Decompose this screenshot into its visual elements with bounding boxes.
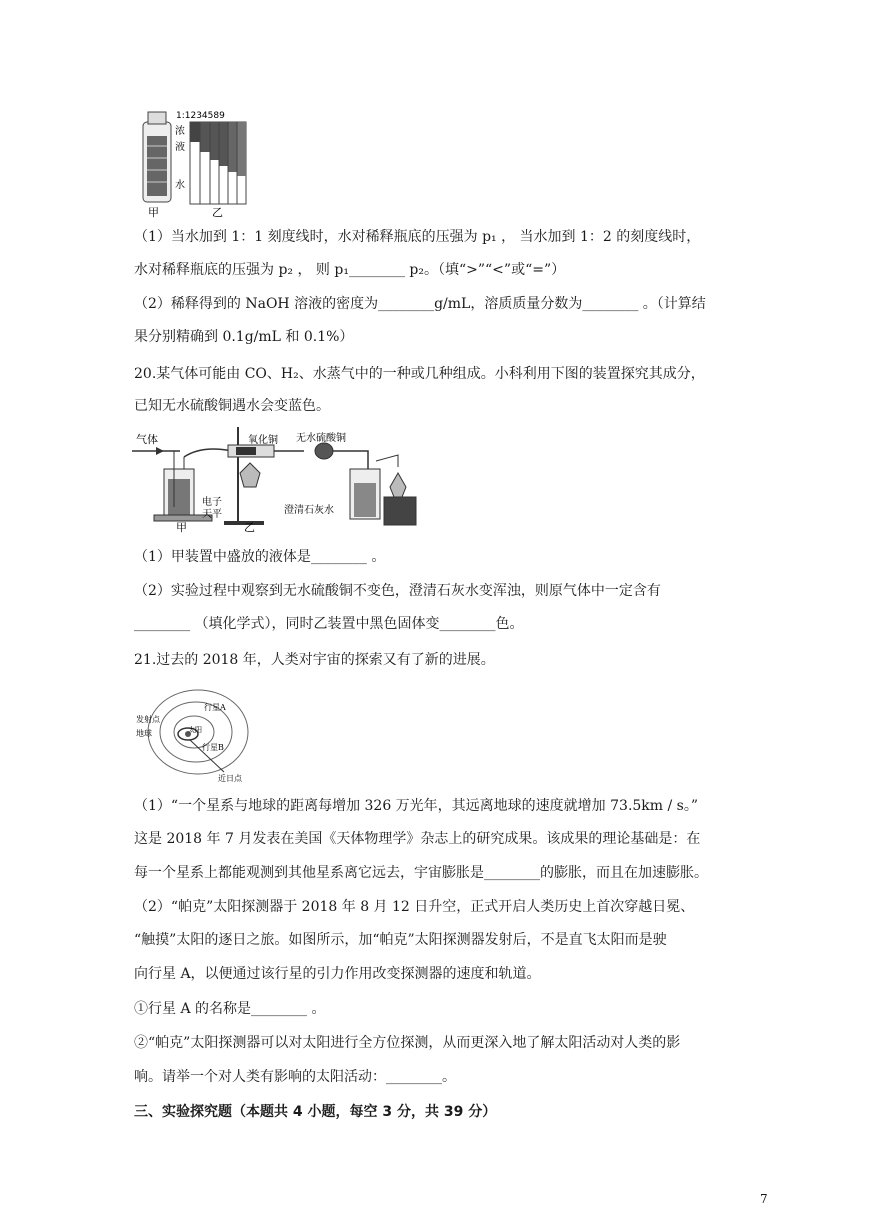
q19-line-4: 果分别精确到 0.1g/mL 和 0.1%） [134,329,354,345]
bottle-ratio-label: 1:1234589 [176,111,225,121]
apparatus-balance-1: 电子 [202,497,222,508]
apparatus-balance-2: 天平 [202,509,222,520]
apparatus-cuo-label: 氧化铜 [248,435,278,446]
q20-line-1: 20.某气体可能由 CO、H₂、水蒸气中的一种或几种组成。小科利用下图的装置探究其成分， [134,366,705,382]
q20-line-5: ________ （填化学式），同时乙装置中黑色固体变________色。 [134,616,524,632]
apparatus-cuso4-label: 无水硫酸铜 [296,433,346,444]
orbit-launch-label: 发射点 [136,715,160,724]
bottle-label-3: 水 [175,180,185,191]
q19-line-2: 水对稀释瓶底的压强为 p₂ ， 则 p₁________ p₂。（填“>”“<”或“=”） [134,262,566,278]
q21-line-1: 21.过去的 2018 年，人类对宇宙的探索又有了新的进展。 [134,652,495,668]
dilution-bottle-figure [138,106,250,218]
q20-line-3: （1）甲装置中盛放的液体是________ 。 [134,549,386,565]
apparatus-yi-label: 乙 [244,521,255,534]
orbit-sun-label: 太阳 [188,726,202,734]
q21-line-8: ①行星 A 的名称是________ 。 [134,1001,326,1017]
apparatus-limewater-label: 澄清石灰水 [284,505,334,516]
q21-line-6: “触摸”太阳的逐日之旅。如图所示，加“帕克”太阳探测器发射后，不是直飞太阳而是驶 [134,932,667,948]
gas-apparatus-figure [132,427,424,535]
apparatus-gas-label: 气体 [136,433,158,446]
q21-line-2: （1）“一个星系与地球的距离每增加 326 万光年，其远离地球的速度就增加 73.5km / s。” [134,798,699,814]
bottle-label-2: 液 [175,142,185,153]
q21-line-10: 响。请举一个对人类有影响的太阳活动：________。 [134,1069,456,1085]
q21-line-5: （2）“帕克”太阳探测器于 2018 年 8 月 12 日升空，正式开启人类历史上首次穿越日冕、 [134,899,695,915]
q21-line-9: ②“帕克”太阳探测器可以对太阳进行全方位探测，从而更深入地了解太阳活动对人类的影 [134,1035,681,1051]
q19-line-1: （1）当水加到 1：1 刻度线时，水对稀释瓶底的压强为 p₁ ， 当水加到 1：2 的刻度线时， [134,229,701,245]
q20-line-4: （2）实验过程中观察到无水硫酸铜不变色，澄清石灰水变浑浊，则原气体中一定含有 [134,583,661,599]
bottle-label-jia: 甲 [148,206,159,218]
q20-line-2: 已知无水硫酸铜遇水会变蓝色。 [134,398,330,414]
bottle-label-1: 浓 [175,126,185,137]
orbit-planet-a-label: 行星A [204,703,226,712]
apparatus-jia-label: 甲 [176,521,187,534]
orbit-diagram-figure [136,686,254,782]
orbit-planet-b-label: 行星B [202,743,224,752]
q19-line-3: （2）稀释得到的 NaOH 溶液的密度为________g/mL，溶质质量分数为________ 。（计算结 [134,296,706,312]
bottle-label-yi: 乙 [212,206,223,218]
page-number: 7 [760,1192,768,1206]
section-3-heading: 三、实验探究题（本题共 4 小题，每空 3 分，共 39 分） [134,1104,497,1120]
orbit-perihelion-label: 近日点 [218,774,242,782]
q21-line-3: 这是 2018 年 7 月发表在美国《天体物理学》杂志上的研究成果。该成果的理论基础是：在 [134,831,701,847]
q21-line-7: 向行星 A，以便通过该行星的引力作用改变探测器的速度和轨道。 [134,966,541,982]
q21-line-4: 每一个星系上都能观测到其他星系离它远去，宇宙膨胀是________的膨胀，而且在加速膨胀。 [134,865,708,881]
orbit-earth-label: 地球 [136,729,152,738]
